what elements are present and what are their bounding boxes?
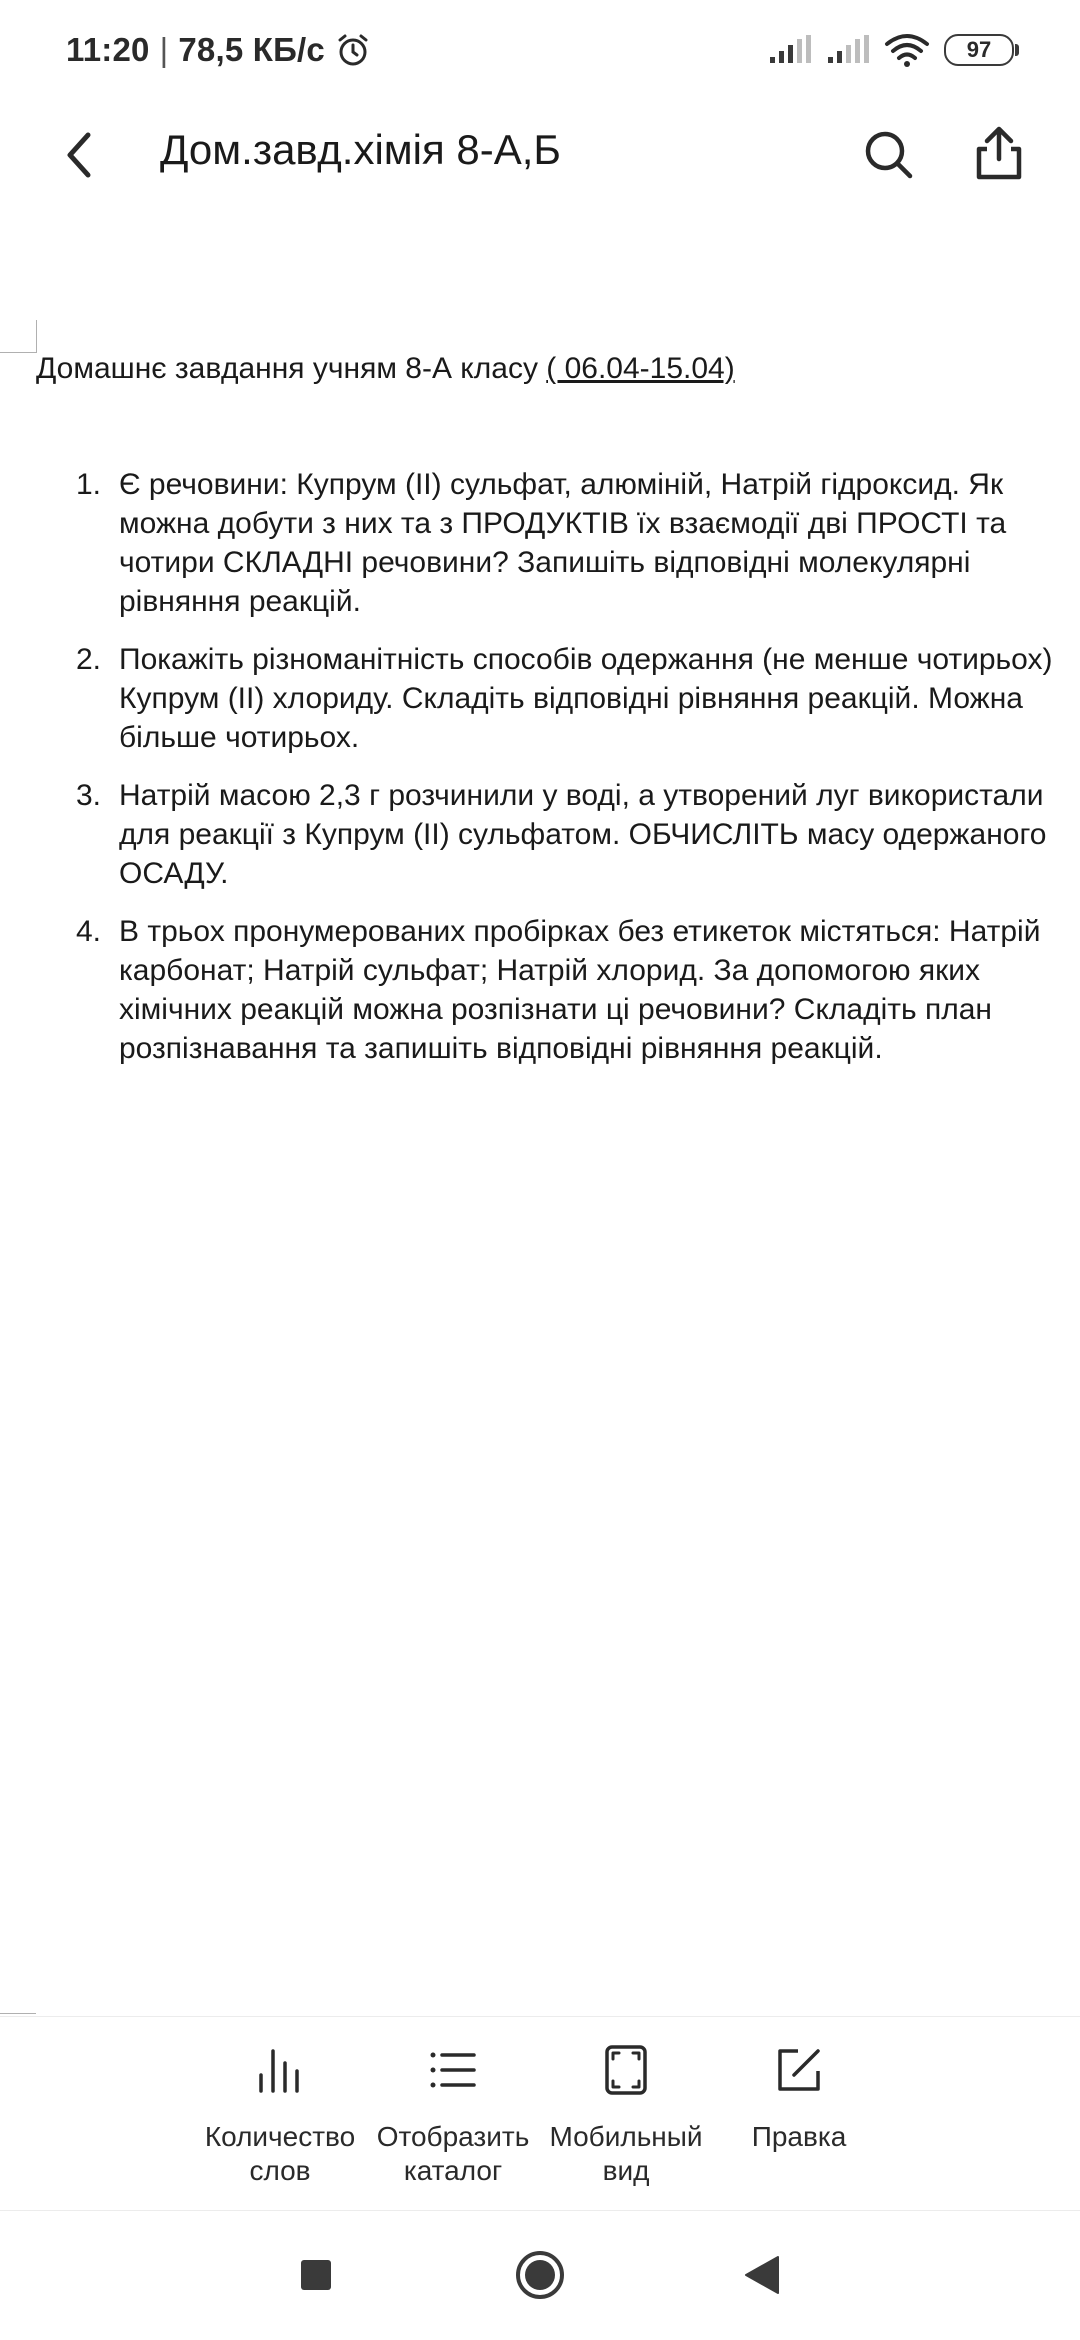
home-button[interactable] xyxy=(510,2245,570,2305)
signal-icon-2 xyxy=(826,35,870,65)
document-page xyxy=(0,300,1080,2020)
icon-wrap-edit xyxy=(769,2040,829,2100)
status-left xyxy=(66,28,371,72)
word-count-label: Количество слов xyxy=(204,2121,356,2186)
page-corner-mark-bottom xyxy=(0,2013,36,2015)
heading-dates: ( 06.04-15.04) xyxy=(546,352,735,385)
task-text: Натрій масою 2,3 г розчинили у воді, а утворений луг використали для реакції з Купрум (ІІ) сульфатом. ОБЧИСЛІТЬ масу одержаного ОСАДУ. xyxy=(119,779,1047,890)
list-icon xyxy=(428,2045,478,2095)
document-title: Дом.завд.хімія 8-А,Б xyxy=(160,126,561,173)
task-item xyxy=(76,776,1076,893)
status-time: 11:20 xyxy=(66,31,150,68)
circle-icon xyxy=(514,2249,566,2301)
task-text: Покажіть різноманітність способів одержання (не менше чотирьох) Купрум (ІІ) хлориду. Складіть відповідні рівняння реакцій. Можна більше чотирьох. xyxy=(119,643,1053,754)
task-text: В трьох пронумерованих пробірках без етикеток містяться: Натрій карбонат; Натрій сульфат; Натрій хлорид. За допомогою яких хімічних реакцій можна розпізнати ці речовини? Складіть план розпізнавання та запишіть відповідні рівняння реакцій. xyxy=(119,915,1041,1065)
square-icon xyxy=(299,2258,333,2292)
bar-chart-icon xyxy=(255,2045,305,2095)
wifi-icon xyxy=(884,32,930,68)
bottom-toolbar xyxy=(0,2040,1080,2210)
page-corner-mark xyxy=(0,320,37,353)
frame-icon xyxy=(601,2043,651,2097)
show-catalog-label: Отобразить каталог xyxy=(376,2121,530,2186)
task-text: Є речовини: Купрум (ІІ) сульфат, алюміній, Натрій гідроксид. Як можна добути з них та з ПРОДУКТІВ їх взаємодії дві ПРОСТІ та чотири СКЛАДНІ речовини? Запишіть відповідні молекулярні рівняння реакцій. xyxy=(119,468,1007,618)
battery-level: 97 xyxy=(966,37,992,62)
search-icon xyxy=(863,129,915,181)
task-item xyxy=(76,640,1076,757)
word-count-button[interactable] xyxy=(190,2040,370,2188)
edit-button[interactable] xyxy=(709,2040,889,2154)
status-separator: | xyxy=(159,31,169,68)
app-bar xyxy=(0,110,1080,200)
mobile-view-label: Мобильный вид xyxy=(549,2121,703,2186)
triangle-back-icon xyxy=(742,2254,782,2296)
nav-back-button[interactable] xyxy=(732,2245,792,2305)
mobile-view-button[interactable] xyxy=(536,2040,716,2188)
edit-label: Правка xyxy=(751,2121,847,2152)
show-catalog-button[interactable] xyxy=(363,2040,543,2188)
share-button[interactable] xyxy=(968,122,1030,184)
share-icon xyxy=(973,125,1025,181)
edit-icon xyxy=(774,2045,824,2095)
task-number: 1. xyxy=(76,468,102,501)
recents-button[interactable] xyxy=(286,2245,346,2305)
task-number: 3. xyxy=(76,779,102,812)
task-item xyxy=(76,465,1076,621)
status-right xyxy=(768,30,1014,70)
battery-indicator xyxy=(944,34,1014,66)
toolbar-divider xyxy=(0,2016,1080,2017)
task-number: 2. xyxy=(76,643,102,676)
icon-wrap-mobile-view xyxy=(596,2040,656,2100)
task-list xyxy=(76,465,1076,1087)
network-speed: 78,5 КБ/с xyxy=(178,31,325,68)
back-button[interactable] xyxy=(50,125,110,185)
back-arrow-icon xyxy=(60,129,100,181)
task-item xyxy=(76,912,1076,1068)
search-button[interactable] xyxy=(858,124,920,186)
document-heading xyxy=(36,352,735,386)
icon-wrap-word-count xyxy=(250,2040,310,2100)
heading-text: Домашнє завдання учням 8-А класу xyxy=(36,352,547,385)
task-number: 4. xyxy=(76,915,102,948)
alarm-icon xyxy=(335,32,371,68)
icon-wrap-catalog xyxy=(423,2040,483,2100)
navigation-bar xyxy=(0,2211,1080,2340)
signal-icon xyxy=(768,35,812,65)
status-bar xyxy=(0,0,1080,100)
